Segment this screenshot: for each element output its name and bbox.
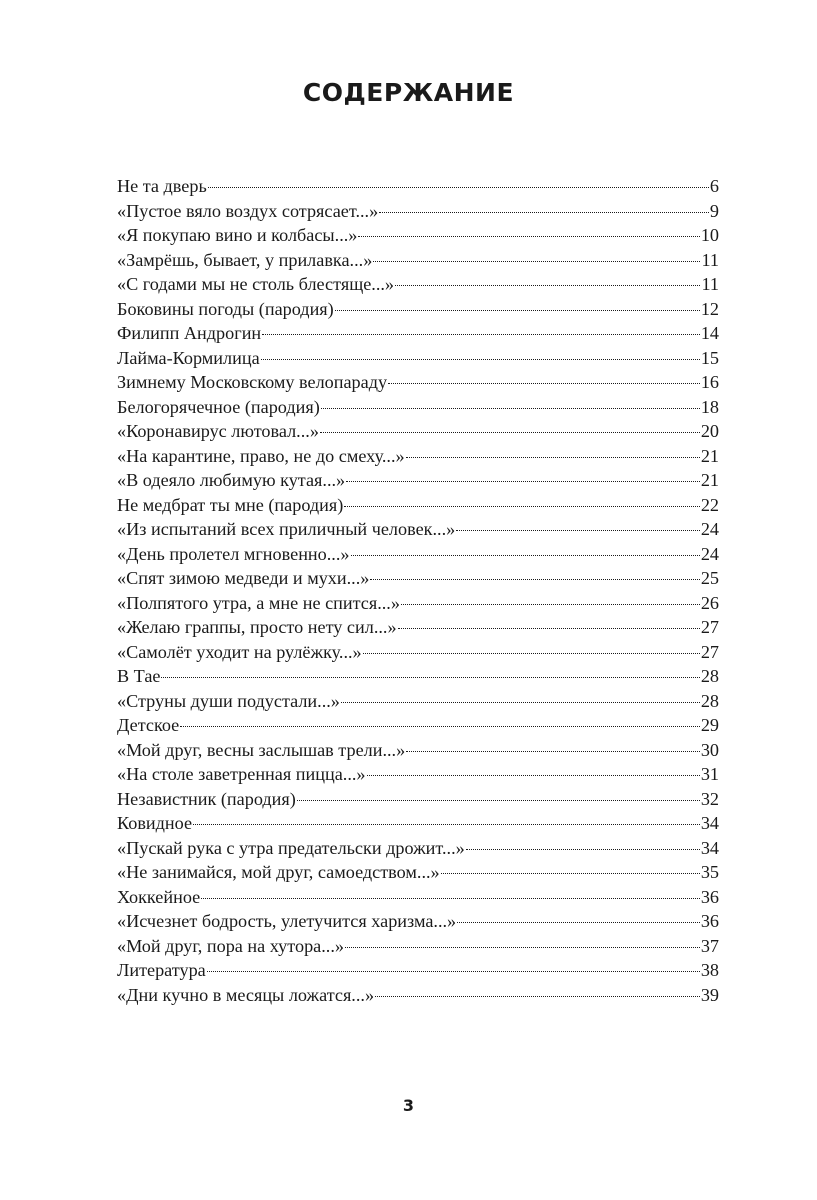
toc-entry-page: 16 bbox=[700, 372, 719, 392]
toc-entry-page: 31 bbox=[700, 764, 719, 784]
toc-entry bbox=[117, 493, 719, 518]
toc-entry-page: 29 bbox=[700, 715, 719, 735]
toc-entry-page: 10 bbox=[700, 225, 719, 245]
toc-entry-page: 6 bbox=[709, 176, 719, 196]
toc-entry bbox=[117, 591, 719, 616]
dot-leader bbox=[395, 285, 700, 286]
toc-entry-page: 25 bbox=[700, 568, 719, 588]
dot-leader bbox=[441, 873, 700, 874]
toc-entry-title: Детское bbox=[117, 715, 180, 735]
toc-entry-title: «День пролетел мгновенно...» bbox=[117, 543, 350, 564]
dot-leader bbox=[388, 383, 700, 384]
toc-entry-page: 15 bbox=[700, 347, 719, 368]
toc-entry-page: 24 bbox=[700, 519, 719, 539]
toc-entry-title: «Я покупаю вино и колбасы...» bbox=[117, 225, 358, 245]
toc-entry-page: 11 bbox=[701, 274, 719, 294]
toc-entry-page: 36 bbox=[700, 886, 719, 907]
toc-entry-title: Белогорячечное (пародия) bbox=[117, 396, 320, 417]
toc-entry bbox=[117, 713, 719, 738]
toc-entry bbox=[117, 909, 719, 934]
toc-entry-title: Не медбрат ты мне (пародия) bbox=[117, 494, 344, 515]
toc-entry bbox=[117, 689, 719, 714]
dot-leader bbox=[180, 726, 700, 727]
toc-entry-title: «Спят зимою медведи и мухи...» bbox=[117, 568, 370, 588]
toc-entry-page: 38 bbox=[700, 960, 719, 980]
dot-leader bbox=[358, 236, 699, 237]
dot-leader bbox=[367, 775, 700, 776]
toc-entry-page: 34 bbox=[700, 837, 719, 858]
toc-entry bbox=[117, 615, 719, 640]
toc-entry-title: «Мой друг, пора на хутора...» bbox=[117, 935, 344, 956]
toc-entry-page: 12 bbox=[700, 298, 719, 319]
toc-entry-page: 21 bbox=[700, 445, 719, 466]
toc-entry-page: 21 bbox=[700, 470, 719, 490]
dot-leader bbox=[344, 506, 700, 507]
toc-entry-title: Не та дверь bbox=[117, 176, 207, 196]
toc-entry bbox=[117, 983, 719, 1008]
dot-leader bbox=[398, 628, 700, 629]
toc-entry-title: «Коронавирус лютовал...» bbox=[117, 421, 319, 441]
dot-leader bbox=[379, 212, 709, 213]
toc-entry bbox=[117, 174, 719, 199]
toc-entry-title: Литература bbox=[117, 960, 206, 980]
toc-entry-title: «Исчезнет бодрость, улетучится харизма...» bbox=[117, 911, 457, 931]
dot-leader bbox=[406, 457, 700, 458]
toc-entry-page: 14 bbox=[700, 323, 719, 343]
dot-leader bbox=[373, 261, 700, 262]
toc-entry-title: «С годами мы не столь блестяще...» bbox=[117, 274, 395, 294]
dot-leader bbox=[401, 604, 700, 605]
toc-entry bbox=[117, 811, 719, 836]
toc-entry bbox=[117, 860, 719, 885]
toc-entry-page: 36 bbox=[700, 911, 719, 931]
dot-leader bbox=[262, 334, 700, 335]
toc-entry bbox=[117, 248, 719, 273]
toc-entry-page: 27 bbox=[700, 617, 719, 637]
toc-entry bbox=[117, 297, 719, 322]
toc-entry-title: «Желаю граппы, просто нету сил...» bbox=[117, 617, 397, 637]
toc-entry-title: Независтник (пародия) bbox=[117, 788, 296, 809]
toc-entry bbox=[117, 223, 719, 248]
dot-leader bbox=[363, 653, 700, 654]
toc-entry-page: 39 bbox=[700, 984, 719, 1005]
toc-entry-page: 20 bbox=[700, 421, 719, 441]
toc-entry bbox=[117, 468, 719, 493]
toc-entry-title: Филипп Андрогин bbox=[117, 323, 262, 343]
toc-entry-page: 11 bbox=[701, 249, 719, 270]
dot-leader bbox=[261, 359, 700, 360]
toc-entry bbox=[117, 419, 719, 444]
dot-leader bbox=[193, 824, 700, 825]
dot-leader bbox=[345, 947, 700, 948]
toc-entry bbox=[117, 787, 719, 812]
toc-entry bbox=[117, 517, 719, 542]
toc-entry-page: 32 bbox=[700, 788, 719, 809]
toc-entry bbox=[117, 199, 719, 224]
toc-entry-title: «Струны души подустали...» bbox=[117, 690, 340, 711]
dot-leader bbox=[341, 702, 700, 703]
toc-entry-title: Боковины погоды (пародия) bbox=[117, 298, 334, 319]
dot-leader bbox=[466, 849, 700, 850]
toc-entry bbox=[117, 836, 719, 861]
toc-entry bbox=[117, 762, 719, 787]
toc-entry-page: 24 bbox=[700, 543, 719, 564]
dot-leader bbox=[456, 530, 700, 531]
toc-entry-title: «В одеяло любимую кутая...» bbox=[117, 470, 346, 490]
toc-entry-title: В Тае bbox=[117, 666, 161, 686]
toc-entry-page: 22 bbox=[700, 494, 719, 515]
toc-entry-page: 37 bbox=[700, 935, 719, 956]
page-number: 3 bbox=[402, 1096, 415, 1115]
dot-leader bbox=[321, 408, 700, 409]
toc-entry-title: «Не занимайся, мой друг, самоедством...» bbox=[117, 862, 440, 882]
dot-leader bbox=[297, 800, 700, 801]
toc-entry-page: 18 bbox=[700, 396, 719, 417]
toc-entry-title: «На столе заветренная пицца...» bbox=[117, 764, 366, 784]
toc-entry bbox=[117, 321, 719, 346]
toc-entry-title: «Самолёт уходит на рулёжку...» bbox=[117, 641, 362, 662]
toc-entry-title: Хоккейное bbox=[117, 886, 201, 907]
toc-entry bbox=[117, 346, 719, 371]
toc-entry bbox=[117, 370, 719, 395]
toc-entry-title: Ковидное bbox=[117, 813, 193, 833]
toc-entry-title: «Полпятого утра, а мне не спится...» bbox=[117, 592, 400, 613]
toc-entry bbox=[117, 272, 719, 297]
toc-entry-page: 26 bbox=[700, 592, 719, 613]
dot-leader bbox=[201, 898, 700, 899]
dot-leader bbox=[370, 579, 699, 580]
toc-entry-page: 28 bbox=[700, 666, 719, 686]
toc-entry-page: 28 bbox=[700, 690, 719, 711]
dot-leader bbox=[346, 481, 700, 482]
dot-leader bbox=[457, 922, 700, 923]
dot-leader bbox=[375, 996, 700, 997]
dot-leader bbox=[161, 677, 699, 678]
toc-entry-page: 34 bbox=[700, 813, 719, 833]
toc-entry-title: «Из испытаний всех приличный человек...» bbox=[117, 519, 456, 539]
dot-leader bbox=[208, 187, 709, 188]
toc-entry bbox=[117, 664, 719, 689]
toc-entry-title: Зимнему Московскому велопараду bbox=[117, 372, 388, 392]
dot-leader bbox=[351, 555, 700, 556]
toc-entry bbox=[117, 958, 719, 983]
dot-leader bbox=[335, 310, 700, 311]
toc-entry-page: 27 bbox=[700, 641, 719, 662]
table-of-contents bbox=[117, 174, 719, 1007]
dot-leader bbox=[207, 971, 700, 972]
toc-entry-page: 35 bbox=[700, 862, 719, 882]
toc-entry bbox=[117, 885, 719, 910]
page-title: СОДЕРЖАНИЕ bbox=[302, 78, 515, 107]
toc-entry bbox=[117, 566, 719, 591]
toc-entry-title: «Мой друг, весны заслышав трели...» bbox=[117, 739, 406, 760]
dot-leader bbox=[406, 751, 700, 752]
toc-entry bbox=[117, 444, 719, 469]
toc-entry-page: 30 bbox=[700, 739, 719, 760]
toc-entry bbox=[117, 542, 719, 567]
toc-entry-title: «Пускай рука с утра предательски дрожит...» bbox=[117, 837, 465, 858]
toc-entry bbox=[117, 738, 719, 763]
toc-entry-title: «Пустое вяло воздух сотрясает...» bbox=[117, 200, 379, 221]
toc-entry-title: «Дни кучно в месяцы ложатся...» bbox=[117, 984, 375, 1005]
toc-entry bbox=[117, 395, 719, 420]
toc-entry bbox=[117, 640, 719, 665]
toc-entry bbox=[117, 934, 719, 959]
toc-entry-title: «Замрёшь, бывает, у прилавка...» bbox=[117, 249, 373, 270]
dot-leader bbox=[320, 432, 700, 433]
toc-entry-title: Лайма-Кормилица bbox=[117, 347, 260, 368]
toc-entry-page: 9 bbox=[709, 200, 719, 221]
toc-entry-title: «На карантине, право, не до смеху...» bbox=[117, 445, 405, 466]
